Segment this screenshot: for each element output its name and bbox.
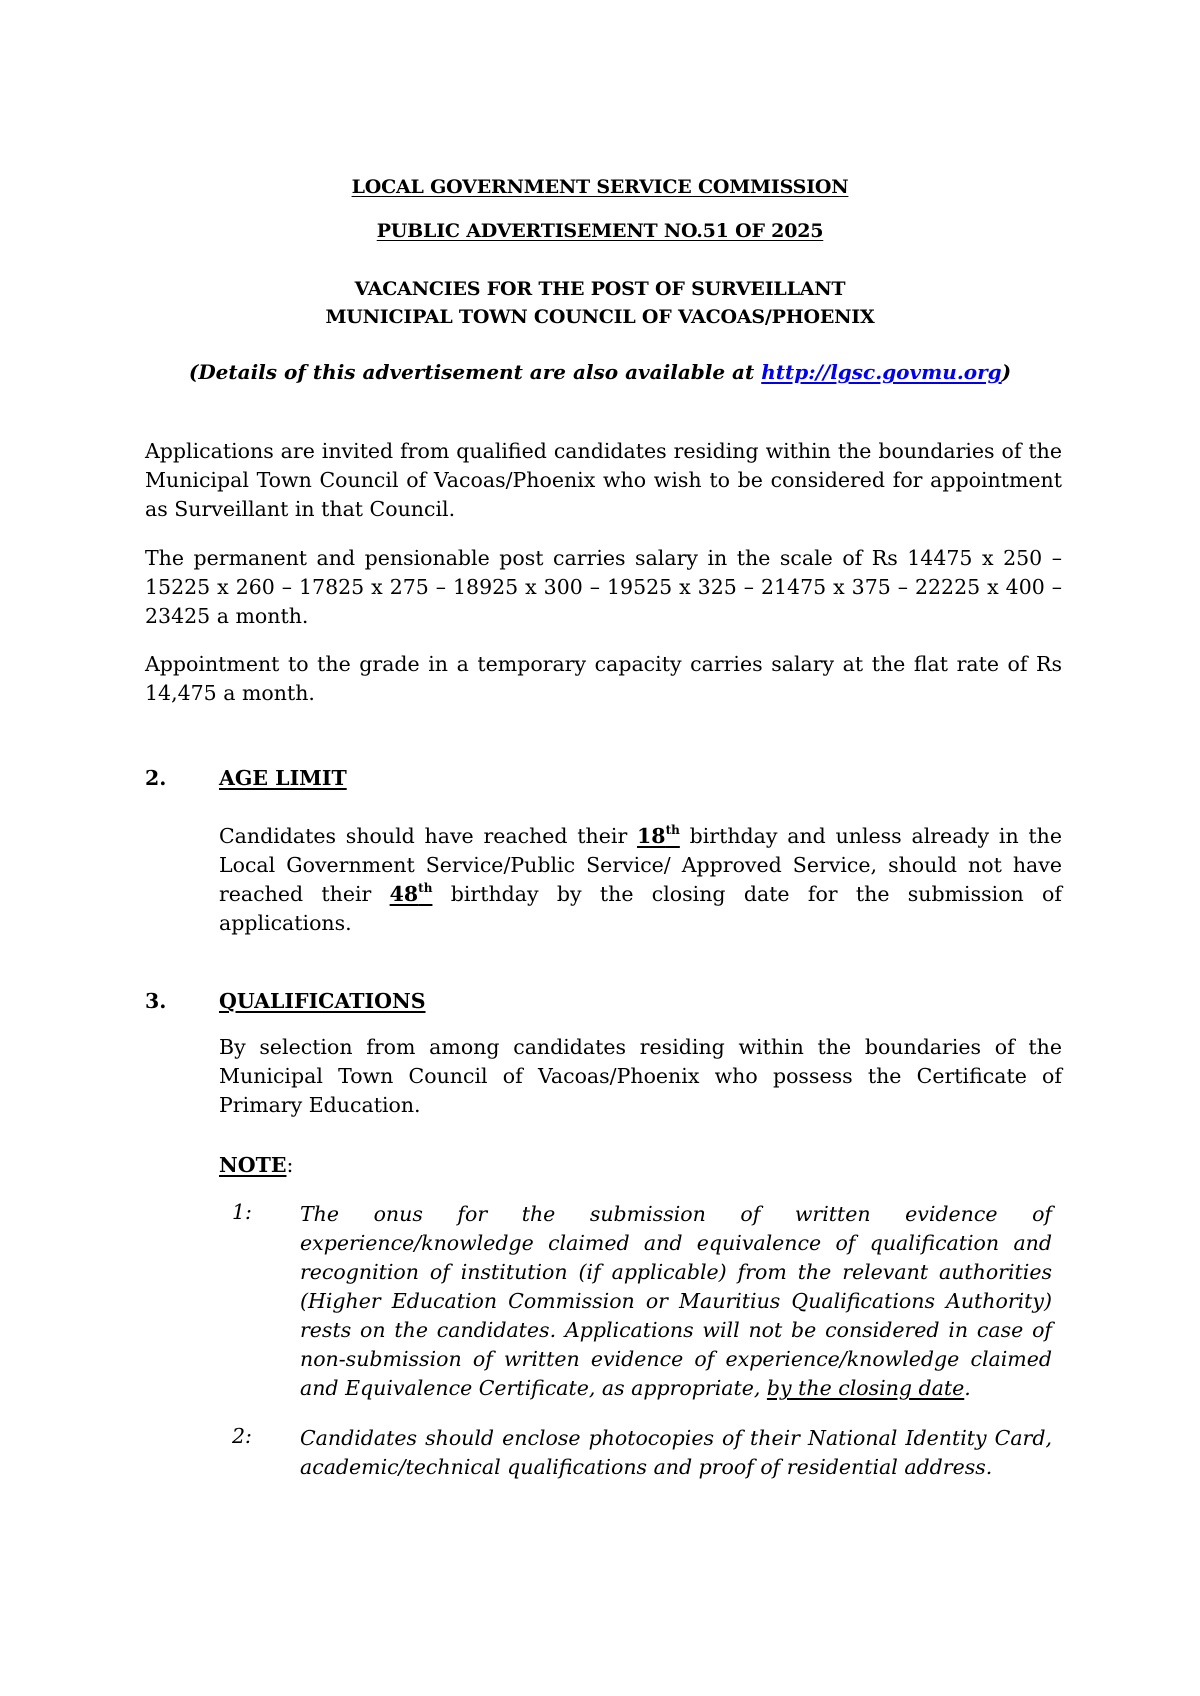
intro-paragraph-3: Appointment to the grade in a temporary capacity carries salary at the flat rate of Rs 14,475 a month. — [145, 652, 1062, 705]
org-title: LOCAL GOVERNMENT SERVICE COMMISSION — [351, 176, 849, 198]
advert-number: PUBLIC ADVERTISEMENT NO.51 OF 2025 — [376, 220, 824, 242]
note-1-emphasis: by the closing date — [766, 1376, 965, 1400]
note-heading: NOTE: — [219, 1153, 294, 1177]
note-1-number: 1: — [232, 1200, 252, 1224]
vacancy-title-line1: VACANCIES FOR THE POST OF SURVEILLANT — [354, 278, 846, 300]
age-text-a: Candidates should have reached their — [219, 824, 638, 848]
details-suffix: ) — [1001, 360, 1012, 384]
section-2-number: 2. — [145, 766, 167, 790]
age-min: 18th — [637, 823, 680, 848]
note-label: NOTE — [219, 1153, 287, 1177]
note-2-text: Candidates should enclose photocopies of their National Identity Card, academic/technical qualifications and proof of residential address. — [300, 1426, 1052, 1479]
age-limit-paragraph — [219, 822, 1062, 938]
note-2-number: 2: — [232, 1424, 252, 1448]
age-max: 48th — [389, 881, 433, 906]
vacancy-title-line2: MUNICIPAL TOWN COUNCIL OF VACOAS/PHOENIX — [325, 306, 875, 328]
age-text-b: birthday and unless already in the Local Government Service/Public Service/ Approved Service, should not have reached their — [219, 824, 1063, 906]
qualifications-paragraph: By selection from among candidates residing within the boundaries of the Municipal Town Council of Vacoas/Phoenix who possess the Certificate of Primary Education. — [219, 1035, 1062, 1117]
age-text-c: birthday by the closing date for the submission of applications. — [219, 882, 1062, 935]
note-1-text: The onus for the submission of written evidence of experience/knowledge claimed and equivalence of qualification and recognition of institution (if applicable) from the relevant authorities (Higher Education Commission or Mauritius Qualifications Authority) rests on the candidates. Applications will not be considered in case of non-submission of written evidence of experience/knowledge claimed and Equivalence Certificate, as appropriate, by the closing date. — [300, 1202, 1052, 1400]
intro-paragraph-1: Applications are invited from qualified candidates residing within the boundaries of the Municipal Town Council of Vacoas/Phoenix who wish to be considered for appointment as Surveillant in that Council. — [145, 439, 1062, 521]
section-3-number: 3. — [145, 989, 167, 1013]
section-3-heading: QUALIFICATIONS — [219, 989, 426, 1013]
section-2-heading: AGE LIMIT — [219, 766, 347, 790]
details-prefix: (Details of this advertisement are also available at — [188, 360, 762, 384]
details-line — [0, 360, 1200, 384]
intro-paragraph-2: The permanent and pensionable post carries salary in the scale of Rs 14475 x 250 – 15225 x 260 – 17825 x 275 – 18925 x 300 – 19525 x 325 – 21475 x 375 – 22225 x 400 – 23425 a month. — [145, 546, 1062, 628]
details-link[interactable]: http://lgsc.govmu.org — [761, 360, 1002, 384]
